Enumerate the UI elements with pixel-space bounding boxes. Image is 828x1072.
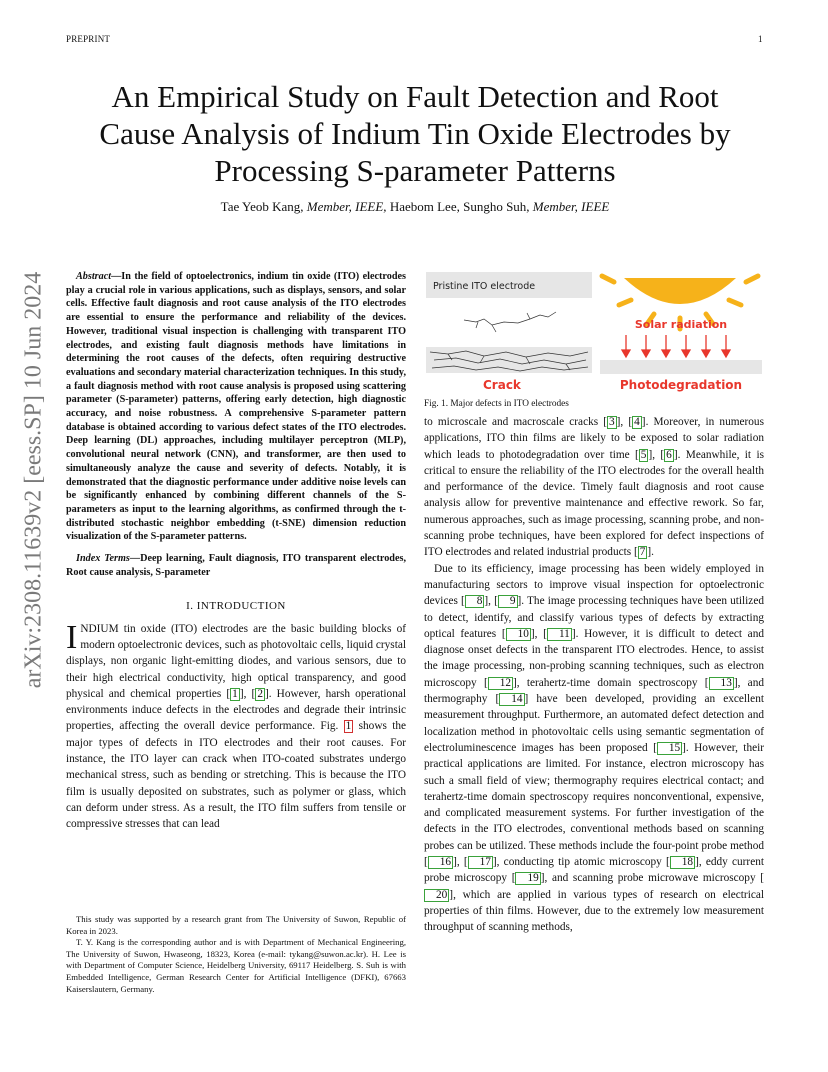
figure-caption: Fig. 1. Major defects in ITO electrodes <box>424 399 569 409</box>
citation-link[interactable]: 12 <box>488 677 513 690</box>
citation-link[interactable]: 4 <box>634 416 640 428</box>
left-column <box>66 270 406 833</box>
crack-label: Crack <box>483 378 521 392</box>
citation-link[interactable]: 17 <box>468 856 493 869</box>
citation-link[interactable]: 5 <box>640 448 647 461</box>
citation-link[interactable]: 18 <box>670 856 695 869</box>
citation-link[interactable]: 7 <box>639 546 646 559</box>
solar-label: Solar radiation <box>634 318 728 331</box>
paper-title: An Empirical Study on Fault Detection and Root Cause Analysis of Indium Tin Oxide Electrodes by Processing S-parameter Patterns <box>99 79 731 188</box>
photodegradation-label: Photodegradation <box>619 378 743 392</box>
figure-1 <box>426 272 764 394</box>
citation-link[interactable]: 10 <box>506 628 531 641</box>
section-heading: I. INTRODUCTION <box>186 600 286 613</box>
intro-paragraph: INDIUM tin oxide (ITO) electrodes are the basic building blocks of modern optoelectronic devices, such as photovoltaic cells, liquid crystal displays, non organic light-emitting diodes, and various sensors, due to their high electrical conductivity, high optical transparency, and good physical and chemical properties [ 1 ], [ 2 ]. However, harsh operational environments induce defects in the electrodes and degrade their intrinsic properties, affecting the overall device performance. Fig. 1 shows the major types of defects in ITO electrodes and their root causes. For instance, the ITO layer can crack when ITO-coated substrates undergo mechanical stress, such as bending or stretching. This is because the ITO film is usually deposited on substrates, such as polymer or glass, which can deform under stress. As a result, the ITO film suffers from tensile or compressive stresses that can lead <box>66 618 406 831</box>
citation-link[interactable]: 11 <box>547 628 572 641</box>
paragraph: Due to its efficiency, image processing has been widely employed in manufacturing sectors to improve visual inspection for optoelectronic devices [ 8 ], [ 9 ]. The image processing techniques have been utilized to detect, identify, and classify various types of defects by extracting optical features [ 10 ], [ 11 ]. However, it is difficult to detect and diagnose onset defects in the transparent ITO electrodes. Hence, to assist the image processing, non-probing scanning techniques, such as electron microscopy [ 12 ], terahertz-time domain spectroscopy [ 13 ], and thermography [ 14 ] have been developed, providing an excellent measurement throughput. Furthermore, an automated defect detection and localization method in photovoltaic cells using semantic segmentation of electroluminescence images has been proposed [ 15 ]. However, their practical applications are limited. For instance, electron microscopy has such a small field of view; thermography requires electrical contact; and terahertz-time domain spectroscopy requires nonconventional, expensive, and complicated measurement systems. For further investigation of the defects in the ITO electrodes, conventional methods based on scanning probes can be utilized. These methods include the four-point probe method [ 16 ], [ 17 ], conducting tip atomic microscopy [ 18 ], eddy current probe microscopy [ 19 ], and scanning probe microwave microscopy [20 ], which are applied in various types of research on electrical properties of thin films. However, due to the extremely low measurement throughput of scanning methods, <box>424 562 765 934</box>
page-number: 1 <box>758 34 763 44</box>
running-header: PREPRINT <box>66 34 111 44</box>
drop-cap: I <box>66 618 78 656</box>
citation-link[interactable]: 13 <box>709 677 734 690</box>
pristine-label: Pristine ITO electrode <box>433 281 536 292</box>
citation-link[interactable]: 6 <box>666 448 672 461</box>
arxiv-watermark: arXiv:2308.11639v2 [eess.SP] 10 Jun 2024 <box>20 271 47 689</box>
citation-link[interactable]: 3 <box>609 416 615 428</box>
abstract: Abstract—In the field of optoelectronics, indium tin oxide (ITO) electrodes play a crucial role in various applications, such as displays, sensors, and solar cells. Effective fault diagnosis and root cause analysis of the ITO electrodes are essential to ensure the performance and reliability of the devices. However, traditional visual inspection is challenging with transparent ITO electrodes, and existing fault diagnosis methods have limitations in determining the root causes of the defects, often requiring destructive evaluations and secondary material characterization techniques. In this study, a fault diagnosis method with root cause analysis is proposed using scattering parameter (S-parameter) patterns, offering early detection, high diagnostic accuracy, and noise robustness. A comprehensive S-parameter pattern database is obtained according to various defect states of the ITO electrodes. Deep learning (DL) approaches, including multilayer perceptron (MLP), convolutional neural network (CNN), and transformer, are then used to simultaneously analyze the cause and severity of defects. Notably, it is demonstrated that the diagnostic performance under additive noise levels can be significantly enhanced by combining different channels of the S-parameters as input to the learning algorithms, as confirmed through the t-distributed stochastic neighbor embedding (t-SNE) dimension reduction visualization of the S-parameter patterns. <box>66 271 406 543</box>
citation-link[interactable]: 2 <box>257 687 263 700</box>
citation-link[interactable]: 14 <box>499 693 524 706</box>
index-terms: Index Terms—Deep learning, Fault diagnosis, ITO transparent electrodes, Root cause analysis, S-parameter <box>66 553 406 578</box>
figure-link[interactable]: 1 <box>345 720 352 733</box>
citation-link[interactable]: 8 <box>465 595 485 608</box>
citation-link[interactable]: 20 <box>424 889 449 902</box>
footnote: This study was supported by a research grant from The University of Suwon, Republic of Korea in 2023. T. Y. Kang is the corresponding author and is with Department of Mechanical Engineering, The University of Suwon, Hwaseong, 18323, Korea (e-mail: tykang@suwon.ac.kr). H. Lee is with Department of Computer Science, Heidelberg University, 69117 Heidelberg. S. Suh is with Embedded Intelligence, German Research Center for Artificial Intelligence (DFKI), 67663 Kaiserslautern, Germany. <box>66 914 406 994</box>
citation-link[interactable]: 19 <box>515 872 540 885</box>
citation-link[interactable]: 16 <box>428 856 453 869</box>
author-list: Tae Yeob Kang, Member, IEEE, Haebom Lee, Sungho Suh, Member, IEEE <box>220 199 610 214</box>
paragraph: to microscale and macroscale cracks [ 3 ], [ 4 ]. Moreover, in numerous applications, ITO thin films are likely to be exposed to solar radiation which leads to photodegradation over time [ 5 ], [ 6 ]. Meanwhile, it is critical to ensure the reliability of the ITO electrodes for the overall health and performance of the device. Timely fault diagnosis and root cause analysis allow for preventive maintenance and effective rework. So far, numerous approaches, such as image processing, scanning probe, and non-scanning probe techniques, have been explored for defect inspections of ITO electrodes and related industrial products [ 7 ]. <box>424 416 764 559</box>
citation-link[interactable]: 15 <box>657 742 682 755</box>
photodegradation-panel <box>600 360 762 374</box>
right-column <box>424 414 764 936</box>
citation-link[interactable]: 9 <box>498 595 518 608</box>
citation-link[interactable]: 1 <box>232 687 238 700</box>
